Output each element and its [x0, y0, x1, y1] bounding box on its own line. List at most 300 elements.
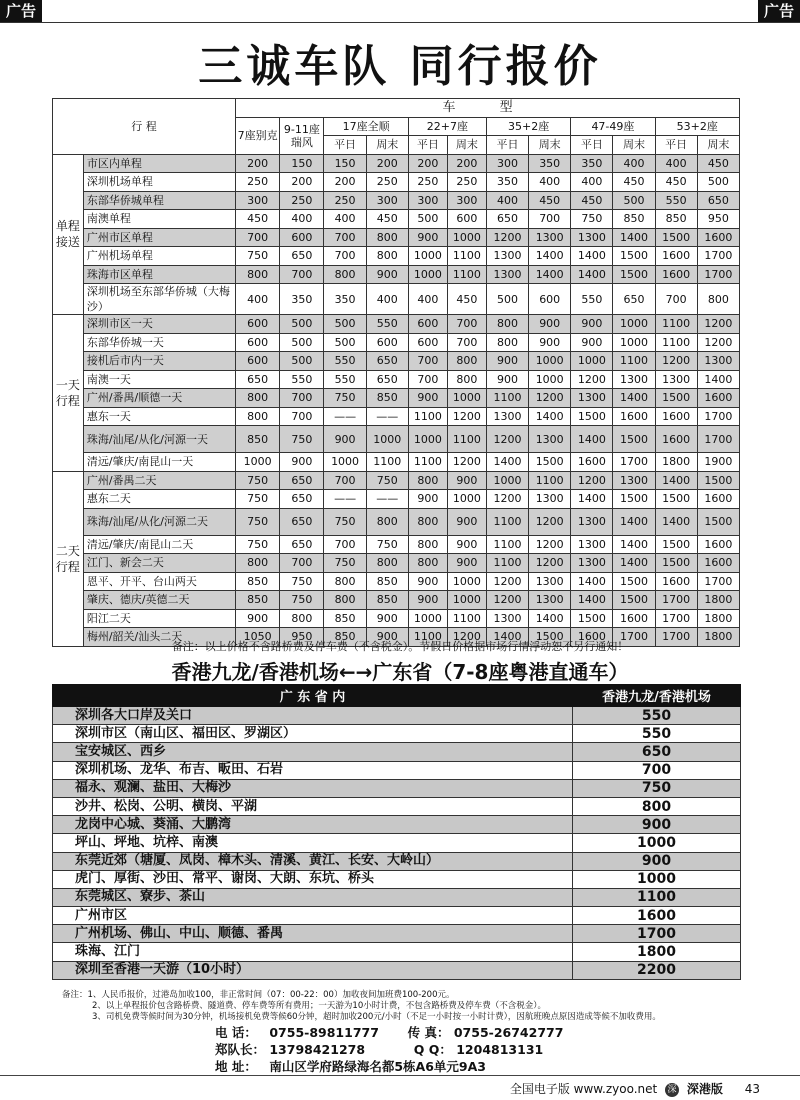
price-cell: 1700	[697, 426, 739, 453]
price-cell: 300	[366, 191, 408, 210]
price-cell: 1000	[613, 333, 655, 352]
top-rule	[0, 22, 800, 23]
price-cell: 700	[236, 228, 280, 247]
price-cell: 1500	[655, 535, 697, 554]
price-cell: 1500	[655, 228, 697, 247]
price-cell: 750	[236, 247, 280, 266]
price-cell: 350	[529, 154, 571, 173]
price-cell: 1400	[613, 508, 655, 535]
hk-section-title: 香港九龙/香港机场←→广东省（7-8座粤港直通车）	[171, 660, 629, 684]
bottom-rule	[0, 1075, 800, 1076]
price-cell: 1300	[486, 265, 528, 284]
price-cell: 850	[366, 572, 408, 591]
price-cell: 700	[280, 554, 324, 573]
price-cell: 850	[236, 591, 280, 610]
table-row	[53, 333, 740, 352]
price-cell: 200	[447, 154, 486, 173]
area-name: 宝安城区、西乡	[53, 743, 573, 761]
price-cell: 200	[236, 154, 280, 173]
price-cell: 800	[236, 554, 280, 573]
table-row	[53, 210, 740, 229]
price-cell: 1400	[571, 591, 613, 610]
price-cell: 200	[324, 173, 366, 192]
price-cell: ——	[324, 407, 366, 426]
price-cell: 1400	[613, 535, 655, 554]
section-label: 一天行程	[53, 315, 84, 472]
price-cell: 800	[366, 228, 408, 247]
price-cell: 1050	[236, 628, 280, 647]
price-cell: 1600	[571, 628, 613, 647]
price-cell: 1500	[529, 628, 571, 647]
price-cell: 1600	[613, 407, 655, 426]
route-name: 深圳机场至东部华侨城（大梅沙）	[83, 284, 235, 315]
price-cell: 400	[571, 173, 613, 192]
price-cell: 250	[236, 173, 280, 192]
price-cell: 1000	[486, 471, 528, 490]
price-cell: 1900	[697, 453, 739, 472]
price-cell: 650	[280, 508, 324, 535]
price-cell: 700	[324, 535, 366, 554]
price-cell: 900	[366, 628, 408, 647]
price-cell: 750	[366, 471, 408, 490]
table-row	[53, 173, 740, 192]
footnote: 2、以上单程报价包含路桥费、隧道费、停车费等所有费用；一天游为10小时计费，不包含路桥费及停车费（不含税金）。	[92, 1001, 546, 1011]
price-cell: 350	[486, 173, 528, 192]
price-cell: 800	[486, 315, 528, 334]
phone-label: 电 话：	[215, 1025, 257, 1040]
area-name: 深圳市区（南山区、福田区、罗湖区）	[53, 725, 573, 743]
price-cell: 1400	[697, 370, 739, 389]
price-cell: 750	[280, 591, 324, 610]
table-row	[53, 761, 741, 779]
price-cell: 1200	[447, 453, 486, 472]
weekend-header: 周末	[697, 136, 739, 155]
price-cell: 1400	[655, 508, 697, 535]
price-cell: 1600	[655, 247, 697, 266]
price-cell: 1600	[697, 228, 739, 247]
price-cell: 1400	[529, 407, 571, 426]
price-cell: 800	[486, 333, 528, 352]
price-cell: 1000	[529, 352, 571, 371]
vehicle-type: 7座别克	[236, 117, 280, 154]
price-cell: 1200	[571, 471, 613, 490]
price-cell: 1300	[571, 554, 613, 573]
price-cell: 1600	[697, 490, 739, 509]
contact-info	[215, 1024, 563, 1075]
weekend-header: 周末	[613, 136, 655, 155]
route-name: 南澳一天	[83, 370, 235, 389]
fax-label: 传 真：	[407, 1025, 450, 1040]
table-row	[53, 490, 740, 509]
table-row	[53, 154, 740, 173]
brand-name: 深港版	[686, 1082, 723, 1096]
route-name: 梅州/韶关/汕头二天	[83, 628, 235, 647]
area-name: 珠海、江门	[53, 943, 573, 961]
table-row	[53, 265, 740, 284]
vehicle-type: 47-49座	[571, 117, 655, 136]
table-row	[53, 797, 741, 815]
price-cell: 1400	[529, 247, 571, 266]
price-cell: 800	[324, 591, 366, 610]
price-cell: 500	[613, 191, 655, 210]
hk-price: 900	[573, 816, 741, 834]
price-cell: 400	[366, 284, 408, 315]
price-cell: 1800	[697, 609, 739, 628]
price-cell: 1400	[571, 572, 613, 591]
price-cell: 550	[324, 352, 366, 371]
price-cell: 900	[408, 228, 447, 247]
area-name: 深圳机场、龙华、布吉、畈田、石岩	[53, 761, 573, 779]
price-cell: 550	[324, 370, 366, 389]
page-footer	[510, 1080, 760, 1097]
price-cell: 1100	[447, 609, 486, 628]
route-name: 广州/番禺/顺德一天	[83, 389, 235, 408]
price-cell: 200	[280, 173, 324, 192]
qq-number: 1204813131	[456, 1042, 544, 1057]
price-cell: 900	[324, 426, 366, 453]
price-cell: 1600	[571, 453, 613, 472]
price-cell: 1500	[697, 508, 739, 535]
price-cell: 800	[324, 265, 366, 284]
price-cell: 1300	[486, 247, 528, 266]
price-cell: 450	[236, 210, 280, 229]
area-name: 深圳各大口岸及关口	[53, 707, 573, 725]
price-cell: 1300	[571, 228, 613, 247]
route-name: 广州机场单程	[83, 247, 235, 266]
price-cell: 1600	[655, 572, 697, 591]
price-cell: 1400	[529, 265, 571, 284]
price-cell: 850	[655, 210, 697, 229]
price-cell: 700	[655, 284, 697, 315]
area-name: 福永、观澜、盐田、大梅沙	[53, 779, 573, 797]
route-name: 深圳机场单程	[83, 173, 235, 192]
price-cell: 450	[529, 191, 571, 210]
price-cell: 650	[236, 370, 280, 389]
price-cell: 650	[486, 210, 528, 229]
price-cell: 1200	[529, 535, 571, 554]
price-cell: 450	[613, 173, 655, 192]
table-row	[53, 609, 740, 628]
price-cell: ——	[366, 407, 408, 426]
price-cell: 1600	[655, 426, 697, 453]
price-cell: 750	[324, 389, 366, 408]
price-cell: 1600	[655, 265, 697, 284]
weekend-header: 周末	[447, 136, 486, 155]
price-cell: 1200	[529, 508, 571, 535]
weekday-header: 平日	[571, 136, 613, 155]
price-cell: 1500	[655, 490, 697, 509]
price-cell: 1200	[529, 389, 571, 408]
price-cell: 1100	[447, 247, 486, 266]
hk-price: 700	[573, 761, 741, 779]
price-note: 备注：以上价格不含路桥费及停车费（不含税金）。节假日价格据市场行情浮动恕不另行通知！	[171, 640, 629, 653]
price-cell: 1200	[447, 628, 486, 647]
price-cell: 750	[280, 572, 324, 591]
price-cell: 900	[447, 554, 486, 573]
route-name: 珠海/汕尾/从化/河源二天	[83, 508, 235, 535]
price-cell: 1500	[655, 554, 697, 573]
price-cell: 1400	[613, 389, 655, 408]
price-cell: 900	[236, 609, 280, 628]
fax-number: 0755-26742777	[453, 1025, 564, 1040]
price-cell: 850	[366, 389, 408, 408]
table-row	[53, 888, 741, 906]
price-cell: 300	[447, 191, 486, 210]
table-row	[53, 228, 740, 247]
price-cell: 850	[236, 572, 280, 591]
price-cell: 450	[571, 191, 613, 210]
price-cell: 850	[366, 591, 408, 610]
price-cell: 900	[486, 352, 528, 371]
price-cell: 1000	[447, 591, 486, 610]
price-cell: 800	[447, 352, 486, 371]
price-cell: 900	[529, 333, 571, 352]
footnotes	[62, 990, 762, 1023]
table-row	[53, 725, 741, 743]
price-cell: 400	[613, 154, 655, 173]
price-cell: 800	[697, 284, 739, 315]
price-cell: 1700	[697, 572, 739, 591]
table-row	[53, 572, 740, 591]
price-cell: 1200	[697, 315, 739, 334]
price-cell: 1000	[447, 228, 486, 247]
table-row	[53, 870, 741, 888]
route-name: 清远/肇庆/南昆山一天	[83, 453, 235, 472]
hk-price: 1600	[573, 907, 741, 925]
price-cell: 1500	[571, 609, 613, 628]
price-cell: 650	[280, 490, 324, 509]
hk-price: 1700	[573, 925, 741, 943]
price-cell: 1100	[447, 265, 486, 284]
route-name: 珠海市区单程	[83, 265, 235, 284]
table-row	[53, 591, 740, 610]
price-cell: 800	[236, 407, 280, 426]
price-cell: 600	[408, 315, 447, 334]
price-cell: 800	[280, 609, 324, 628]
price-cell: 1100	[486, 508, 528, 535]
price-cell: 800	[366, 508, 408, 535]
price-cell: 250	[447, 173, 486, 192]
address: 南山区学府路绿海名都5栋A6单元9A3	[269, 1059, 486, 1074]
price-cell: 900	[408, 490, 447, 509]
price-cell: 1300	[529, 426, 571, 453]
price-cell: 800	[408, 554, 447, 573]
price-cell: 1500	[697, 471, 739, 490]
price-cell: 700	[324, 471, 366, 490]
price-cell: 900	[486, 370, 528, 389]
ad-label-right: 广告	[758, 0, 800, 22]
price-cell: 200	[408, 154, 447, 173]
price-cell: 1200	[486, 426, 528, 453]
hk-price: 650	[573, 743, 741, 761]
price-cell: 750	[236, 508, 280, 535]
price-cell: 700	[447, 315, 486, 334]
price-cell: 700	[280, 265, 324, 284]
hk-price: 550	[573, 725, 741, 743]
price-cell: 1600	[655, 407, 697, 426]
footnote: 3、司机免费等候时间为30分钟，机场接机免费等候60分钟，超时加收200元/小时（不足一小时按一小时计费），因航班晚点原因造成等候不加收费用。	[92, 1012, 661, 1022]
table-row	[53, 834, 741, 852]
price-cell: 1400	[655, 471, 697, 490]
price-cell: 600	[236, 352, 280, 371]
price-cell: 1500	[613, 247, 655, 266]
table-row	[53, 943, 741, 961]
price-cell: 650	[366, 370, 408, 389]
table-row	[53, 315, 740, 334]
price-cell: ——	[366, 490, 408, 509]
price-cell: 800	[408, 535, 447, 554]
route-header: 行 程	[53, 99, 236, 155]
area-name: 坪山、坪地、坑梓、南澳	[53, 834, 573, 852]
price-cell: 900	[529, 315, 571, 334]
price-cell: 800	[366, 554, 408, 573]
table-row	[53, 508, 740, 535]
price-cell: 1100	[613, 352, 655, 371]
price-cell: 650	[280, 535, 324, 554]
price-cell: 1400	[486, 453, 528, 472]
price-cell: 1600	[697, 389, 739, 408]
route-name: 肇庆、德庆/英德二天	[83, 591, 235, 610]
price-cell: 900	[408, 389, 447, 408]
area-name: 沙井、松岗、公明、横岗、平湖	[53, 797, 573, 815]
price-cell: 1300	[613, 471, 655, 490]
price-cell: 400	[324, 210, 366, 229]
price-cell: 600	[236, 333, 280, 352]
price-cell: 600	[366, 333, 408, 352]
price-cell: 650	[366, 352, 408, 371]
price-cell: 700	[447, 333, 486, 352]
price-cell: 1200	[486, 228, 528, 247]
table-row	[53, 743, 741, 761]
price-cell: 1000	[408, 609, 447, 628]
address-label: 地 址：	[215, 1059, 257, 1074]
price-cell: 750	[324, 508, 366, 535]
price-cell: 400	[408, 284, 447, 315]
price-cell: 1700	[613, 453, 655, 472]
area-header: 广 东 省 内	[53, 685, 573, 707]
price-cell: 1500	[655, 389, 697, 408]
route-name: 广州市区单程	[83, 228, 235, 247]
price-cell: 1600	[697, 535, 739, 554]
table-row	[53, 471, 740, 490]
price-cell: 1300	[571, 535, 613, 554]
price-cell: 500	[408, 210, 447, 229]
price-cell: 1700	[655, 591, 697, 610]
price-cell: 1300	[655, 370, 697, 389]
price-cell: 450	[655, 173, 697, 192]
price-cell: 500	[324, 333, 366, 352]
price-cell: 700	[324, 247, 366, 266]
price-cell: 250	[408, 173, 447, 192]
price-cell: 150	[280, 154, 324, 173]
price-cell: 1100	[655, 315, 697, 334]
price-cell: 1300	[486, 407, 528, 426]
price-cell: 1200	[447, 407, 486, 426]
price-cell: 650	[280, 471, 324, 490]
price-cell: 900	[366, 609, 408, 628]
price-cell: 700	[324, 228, 366, 247]
price-cell: 1700	[697, 407, 739, 426]
price-cell: 600	[408, 333, 447, 352]
price-cell: 500	[486, 284, 528, 315]
route-name: 阳江二天	[83, 609, 235, 628]
table-row	[53, 247, 740, 266]
price-cell: 200	[366, 154, 408, 173]
price-cell: 1000	[529, 370, 571, 389]
price-cell: 900	[366, 265, 408, 284]
price-cell: ——	[324, 490, 366, 509]
price-cell: 650	[697, 191, 739, 210]
price-cell: 850	[236, 426, 280, 453]
price-cell: 950	[697, 210, 739, 229]
price-cell: 1100	[408, 407, 447, 426]
price-cell: 1700	[613, 628, 655, 647]
price-cell: 1300	[529, 591, 571, 610]
table-row	[53, 426, 740, 453]
price-cell: 1300	[486, 609, 528, 628]
price-cell: 500	[280, 333, 324, 352]
price-cell: 800	[324, 572, 366, 591]
area-name: 龙岗中心城、葵涌、大鹏湾	[53, 816, 573, 834]
price-cell: 1500	[613, 591, 655, 610]
price-cell: 1200	[529, 554, 571, 573]
price-cell: 1800	[655, 453, 697, 472]
price-table	[52, 98, 740, 647]
footnote: 备注：1、人民币报价，过港岛加收100，非正常时间（07：00-22：00）加收夜间加班费100-200元。	[62, 990, 455, 1000]
section-label: 二天行程	[53, 471, 84, 646]
price-cell: 600	[280, 228, 324, 247]
table-row	[53, 407, 740, 426]
hk-price: 2200	[573, 961, 741, 979]
price-cell: 1600	[613, 609, 655, 628]
price-cell: 350	[324, 284, 366, 315]
vehicle-type-header: 车 型	[236, 99, 740, 118]
price-cell: 150	[324, 154, 366, 173]
vehicle-type: 22+7座	[408, 117, 486, 136]
price-cell: 600	[236, 315, 280, 334]
price-cell: 1100	[447, 426, 486, 453]
area-name: 东莞近郊（塘厦、凤岗、樟木头、清溪、黄江、长安、大岭山）	[53, 852, 573, 870]
price-cell: 1000	[447, 389, 486, 408]
vehicle-type: 17座全顺	[324, 117, 408, 136]
table-row	[53, 284, 740, 315]
route-name: 惠东二天	[83, 490, 235, 509]
price-cell: 550	[571, 284, 613, 315]
route-name: 恩平、开平、台山两天	[83, 572, 235, 591]
price-cell: 1200	[486, 591, 528, 610]
price-cell: 700	[280, 407, 324, 426]
price-cell: 1300	[697, 352, 739, 371]
price-cell: 1600	[697, 554, 739, 573]
price-cell: 700	[529, 210, 571, 229]
price-cell: 1400	[571, 426, 613, 453]
price-cell: 1800	[697, 591, 739, 610]
hk-price: 1100	[573, 888, 741, 906]
price-cell: 800	[236, 265, 280, 284]
price-cell: 400	[655, 154, 697, 173]
price-cell: 1300	[529, 572, 571, 591]
table-row	[53, 370, 740, 389]
price-cell: 600	[447, 210, 486, 229]
price-cell: 1500	[613, 265, 655, 284]
price-cell: 300	[486, 154, 528, 173]
price-cell: 350	[571, 154, 613, 173]
table-row	[53, 191, 740, 210]
price-cell: 1500	[613, 490, 655, 509]
price-cell: 1300	[529, 490, 571, 509]
price-cell: 750	[571, 210, 613, 229]
price-cell: 1100	[486, 554, 528, 573]
